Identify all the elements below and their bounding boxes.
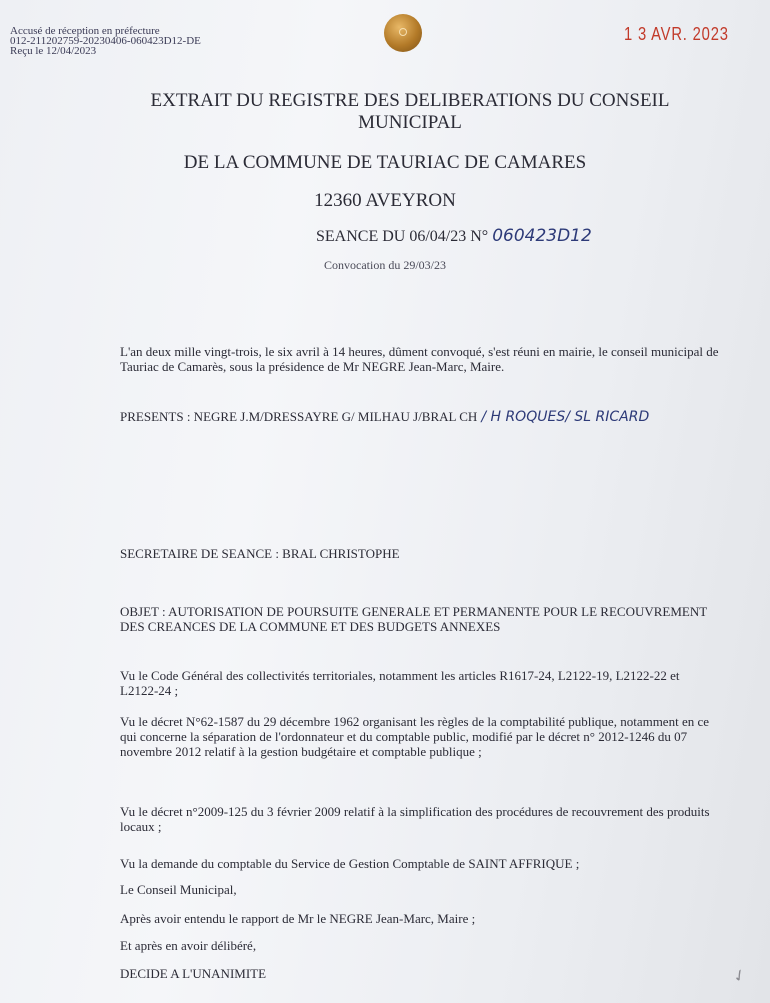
commune-name: DE LA COMMUNE DE TAURIAC DE CAMARES [183, 152, 587, 173]
paragraph: Vu la demande du comptable du Service de Gestion Comptable de SAINT AFFRIQUE ; [120, 856, 580, 871]
intro-paragraph: L'an deux mille vingt-trois, le six avril à 14 heures, dûment convoqué, s'est réuni en mairie, le conseil municipal de Tauriac de Camarès, sous la présidence de Mr NEGRE Jean-Marc, Maire. [120, 344, 719, 374]
paragraph: Le Conseil Municipal, [120, 882, 237, 897]
decision-heading: DECIDE A L'UNANIMITE [120, 966, 267, 981]
paragraph: Vu le décret n°2009-125 du 3 février 2009 relatif à la simplification des procédures de recouvrement des produits locaux ; [120, 804, 710, 834]
title-line: MUNICIPAL [358, 112, 462, 133]
paragraph: Après avoir entendu le rapport de Mr le NEGRE Jean-Marc, Maire ; [120, 911, 476, 926]
secretaire-de-seance: SECRETAIRE DE SEANCE : BRAL CHRISTOPHE [120, 546, 400, 561]
convocation-date: Convocation du 29/03/23 [324, 258, 446, 272]
department: 12360 AVEYRON [314, 190, 456, 211]
prefecture-receipt-stamp [10, 26, 201, 56]
paragraph: Vu le décret N°62-1587 du 29 décembre 1962 organisant les règles de la comptabilité publique, notamment en ce qui concerne la séparation de l'ordonnateur et du comptable public, modifié par le décret n° 2012-1246 du 07 novembre 2012 relatif à la gestion budgétaire et comptable publique ; [120, 714, 709, 759]
presents-line [120, 409, 649, 425]
stamp-line: Accusé de réception en préfecture [10, 25, 160, 37]
seance-number-handwritten: 060423D12 [492, 226, 592, 246]
paragraph: Et après en avoir délibéré, [120, 938, 257, 953]
pushpin-icon [384, 14, 422, 52]
stamp-line: Reçu le 12/04/2023 [10, 45, 97, 57]
document-title [60, 90, 760, 134]
pen-mark-icon: ✓ [729, 965, 751, 988]
seance-label: SEANCE DU 06/04/23 N° [316, 228, 489, 245]
objet-heading: OBJET : AUTORISATION DE POURSUITE GENERALE ET PERMANENTE POUR LE RECOUVREMENT DES CREANCES DE LA COMMUNE ET DES BUDGETS ANNEXES [120, 604, 707, 634]
presents-label: PRESENTS : NEGRE J.M/DRESSAYRE G/ MILHAU J/BRAL CH [120, 409, 478, 424]
title-line: EXTRAIT DU REGISTRE DES DELIBERATIONS DU CONSEIL [150, 90, 670, 111]
stamp-line: 012-211202759-20230406-060423D12-DE [10, 35, 201, 47]
date-received-stamp: 1 3 AVR. 2023 [624, 24, 729, 44]
seance-line [316, 226, 592, 246]
presents-handwritten: / H ROQUES/ SL RICARD [481, 409, 650, 425]
paragraph: Vu le Code Général des collectivités territoriales, notamment les articles R1617-24, L2122-19, L2122-22 et L2122-24 ; [120, 668, 680, 698]
